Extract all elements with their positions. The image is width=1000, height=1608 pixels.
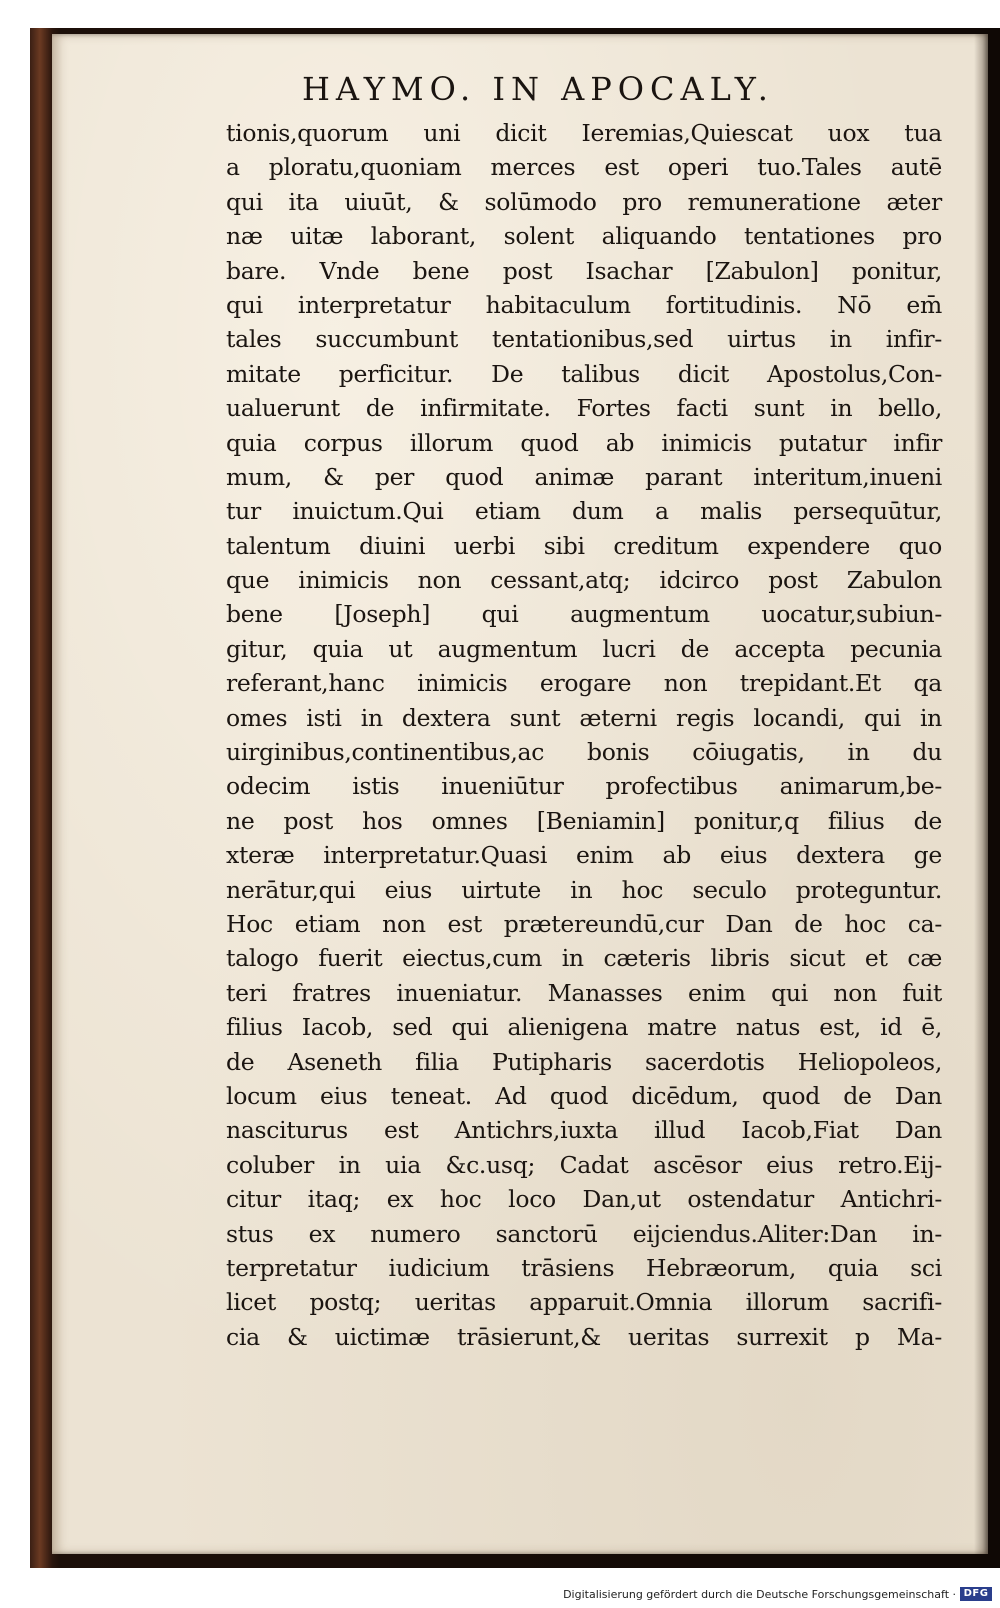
text-line: cia & uictimæ trāsierunt,& ueritas surrexit p Ma-: [226, 1322, 942, 1351]
running-head: HAYMO. IN APOCALY.: [302, 70, 774, 108]
text-line: tur inuictum.Qui etiam dum a malis persequūtur,: [226, 497, 942, 526]
text-line: de Aseneth filia Putipharis sacerdotis Heliopoleos,: [226, 1047, 942, 1076]
text-line: stus ex numero sanctorū eijciendus.Aliter:Dan in-: [226, 1219, 942, 1248]
dfg-logo: DFG: [960, 1587, 992, 1601]
text-line: filius Iacob, sed qui alienigena matre natus est, id ē,: [226, 1013, 942, 1042]
text-line: quia corpus illorum quod ab inimicis putatur infir: [226, 428, 942, 457]
text-line: odecim istis inueniūtur profectibus animarum,be-: [226, 772, 942, 801]
text-line: nerātur,qui eius uirtute in hoc seculo proteguntur.: [226, 875, 942, 904]
text-line: ne post hos omnes [Beniamin] ponitur,q filius de: [226, 806, 942, 835]
digitization-credit: Digitalisierung gefördert durch die Deutsche Forschungsgemeinschaft ·: [563, 1588, 956, 1601]
text-line: Hoc etiam non est prætereundū,cur Dan de hoc ca-: [226, 909, 942, 938]
text-line: qui interpretatur habitaculum fortitudinis. Nō em̄: [226, 290, 942, 319]
text-line: talentum diuini uerbi sibi creditum expendere quo: [226, 531, 942, 560]
text-line: coluber in uia &c.usq; Cadat ascēsor eius retro.Eij-: [226, 1150, 942, 1179]
text-line: xteræ interpretatur.Quasi enim ab eius dextera ge: [226, 841, 942, 870]
text-line: talogo fuerit eiectus,cum in cæteris libris sicut et cæ: [226, 944, 942, 973]
text-line: locum eius teneat. Ad quod dicēdum, quod de Dan: [226, 1081, 942, 1110]
text-line: citur itaq; ex hoc loco Dan,ut ostendatur Antichri-: [226, 1185, 942, 1214]
text-block: [226, 116, 942, 1354]
text-line: mitate perficitur. De talibus dicit Apostolus,Con-: [226, 359, 942, 388]
text-line: bene [Joseph] qui augmentum uocatur,subiun-: [226, 600, 942, 629]
text-line: mum, & per quod animæ parant interitum,inueni: [226, 462, 942, 491]
text-line: referant,hanc inimicis erogare non trepidant.Et qa: [226, 669, 942, 698]
text-line: tales succumbunt tentationibus,sed uirtus in infir-: [226, 325, 942, 354]
text-line: bare. Vnde bene post Isachar [Zabulon] ponitur,: [226, 256, 942, 285]
text-line: omes isti in dextera sunt æterni regis locandi, qui in: [226, 703, 942, 732]
text-line: licet postq; ueritas apparuit.Omnia illorum sacrifi-: [226, 1288, 942, 1317]
text-line: nasciturus est Antichrs,iuxta illud Iacob,Fiat Dan: [226, 1116, 942, 1145]
text-line: uirginibus,continentibus,ac bonis cōiugatis, in du: [226, 738, 942, 767]
text-line: gitur, quia ut augmentum lucri de accepta pecunia: [226, 634, 942, 663]
text-line: ualuerunt de infirmitate. Fortes facti sunt in bello,: [226, 394, 942, 423]
text-line: teri fratres inueniatur. Manasses enim qui non fuit: [226, 978, 942, 1007]
text-line: næ uitæ laborant, solent aliquando tentationes pro: [226, 222, 942, 251]
text-line: terpretatur iudicium trāsiens Hebræorum, quia sci: [226, 1253, 942, 1282]
text-line: tionis,quorum uni dicit Ieremias,Quiescat uox tua: [226, 119, 942, 147]
text-line: que inimicis non cessant,atq; idcirco post Zabulon: [226, 566, 942, 595]
text-line: qui ita uiuūt, & solūmodo pro remuneratione æter: [226, 187, 942, 216]
text-line: a ploratu,quoniam merces est operi tuo.Tales autē: [226, 153, 942, 182]
